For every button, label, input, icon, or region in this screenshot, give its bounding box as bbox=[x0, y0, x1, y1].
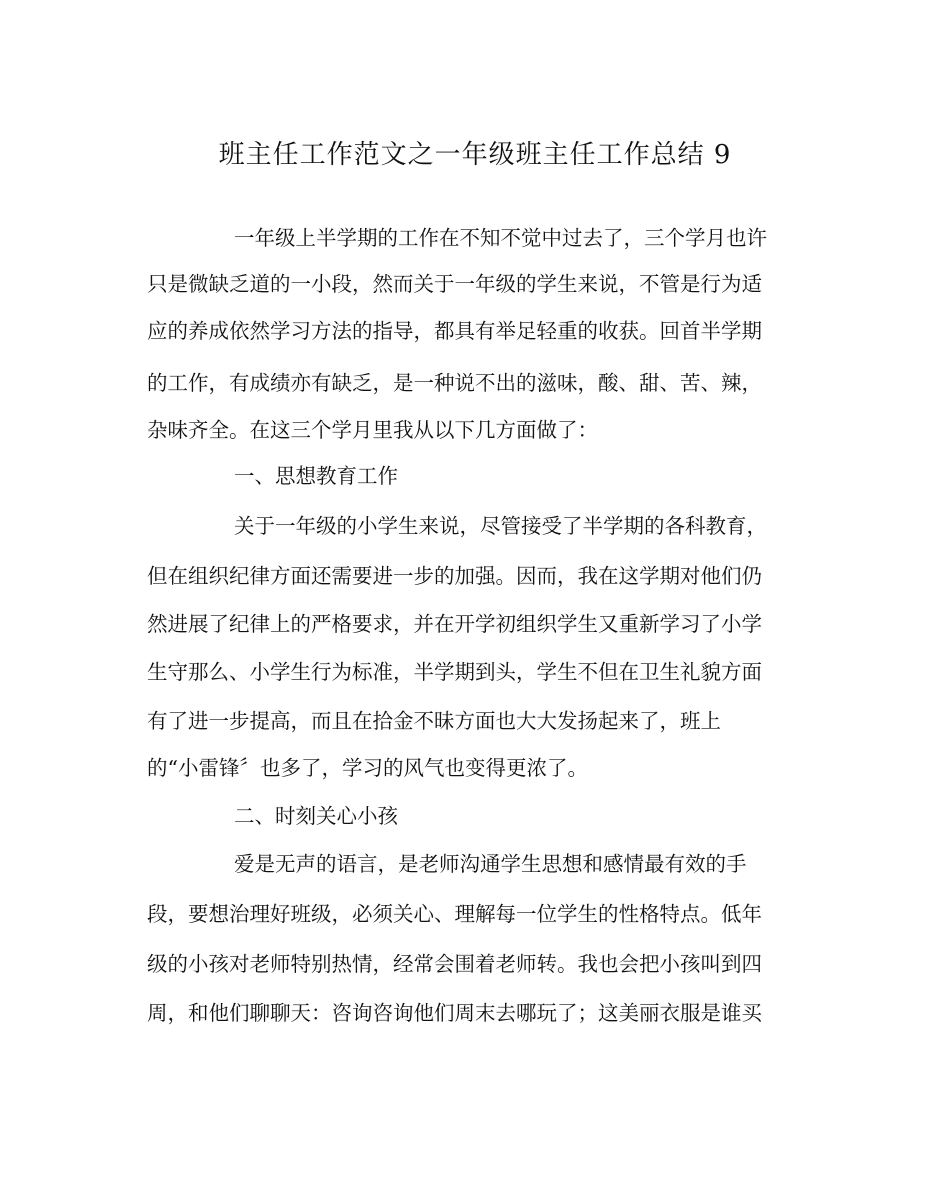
document-title: 班主任工作范文之一年级班主任工作总结 9 bbox=[218, 140, 732, 170]
section-heading: 二、时刻关心小孩 bbox=[234, 804, 398, 828]
paragraph-line: 的“小雷锋〞也多了，学习的风气也变得更浓了。 bbox=[147, 756, 588, 780]
paragraph-line: 一年级上半学期的工作在不知不觉中过去了，三个学月也许 bbox=[234, 226, 767, 250]
paragraph-line: 生守那么、小学生行为标准，半学期到头，学生不但在卫生礼貌方面 bbox=[147, 660, 762, 684]
paragraph-line: 级的小孩对老师特别热情，经常会围着老师转。我也会把小孩叫到四 bbox=[147, 952, 762, 976]
section-heading: 一、思想教育工作 bbox=[234, 464, 398, 488]
paragraph-line: 然进展了纪律上的严格要求，并在开学初组织学生又重新学习了小学 bbox=[147, 612, 762, 636]
paragraph-line: 但在组织纪律方面还需要进一步的加强。因而，我在这学期对他们仍 bbox=[147, 564, 762, 588]
paragraph-line: 爱是无声的语言，是老师沟通学生思想和感情最有效的手 bbox=[234, 852, 747, 876]
paragraph-line: 的工作，有成绩亦有缺乏，是一种说不出的滋味，酸、甜、苦、辣， bbox=[147, 371, 762, 395]
paragraph-line: 周，和他们聊聊天：咨询咨询他们周末去哪玩了；这美丽衣服是谁买 bbox=[147, 1001, 762, 1025]
paragraph-line: 只是微缺乏道的一小段，然而关于一年级的学生来说，不管是行为适 bbox=[147, 272, 762, 296]
paragraph-line: 应的养成依然学习方法的指导，都具有举足轻重的收获。回首半学期 bbox=[147, 319, 762, 343]
paragraph-line: 有了进一步提高，而且在拾金不昧方面也大大发扬起来了，班上 bbox=[147, 709, 721, 733]
paragraph-line: 段，要想治理好班级，必须关心、理解每一位学生的性格特点。低年 bbox=[147, 902, 762, 926]
paragraph-line: 关于一年级的小学生来说，尽管接受了半学期的各科教育， bbox=[234, 514, 767, 538]
paragraph-line: 杂味齐全。在这三个学月里我从以下几方面做了： bbox=[147, 418, 598, 442]
